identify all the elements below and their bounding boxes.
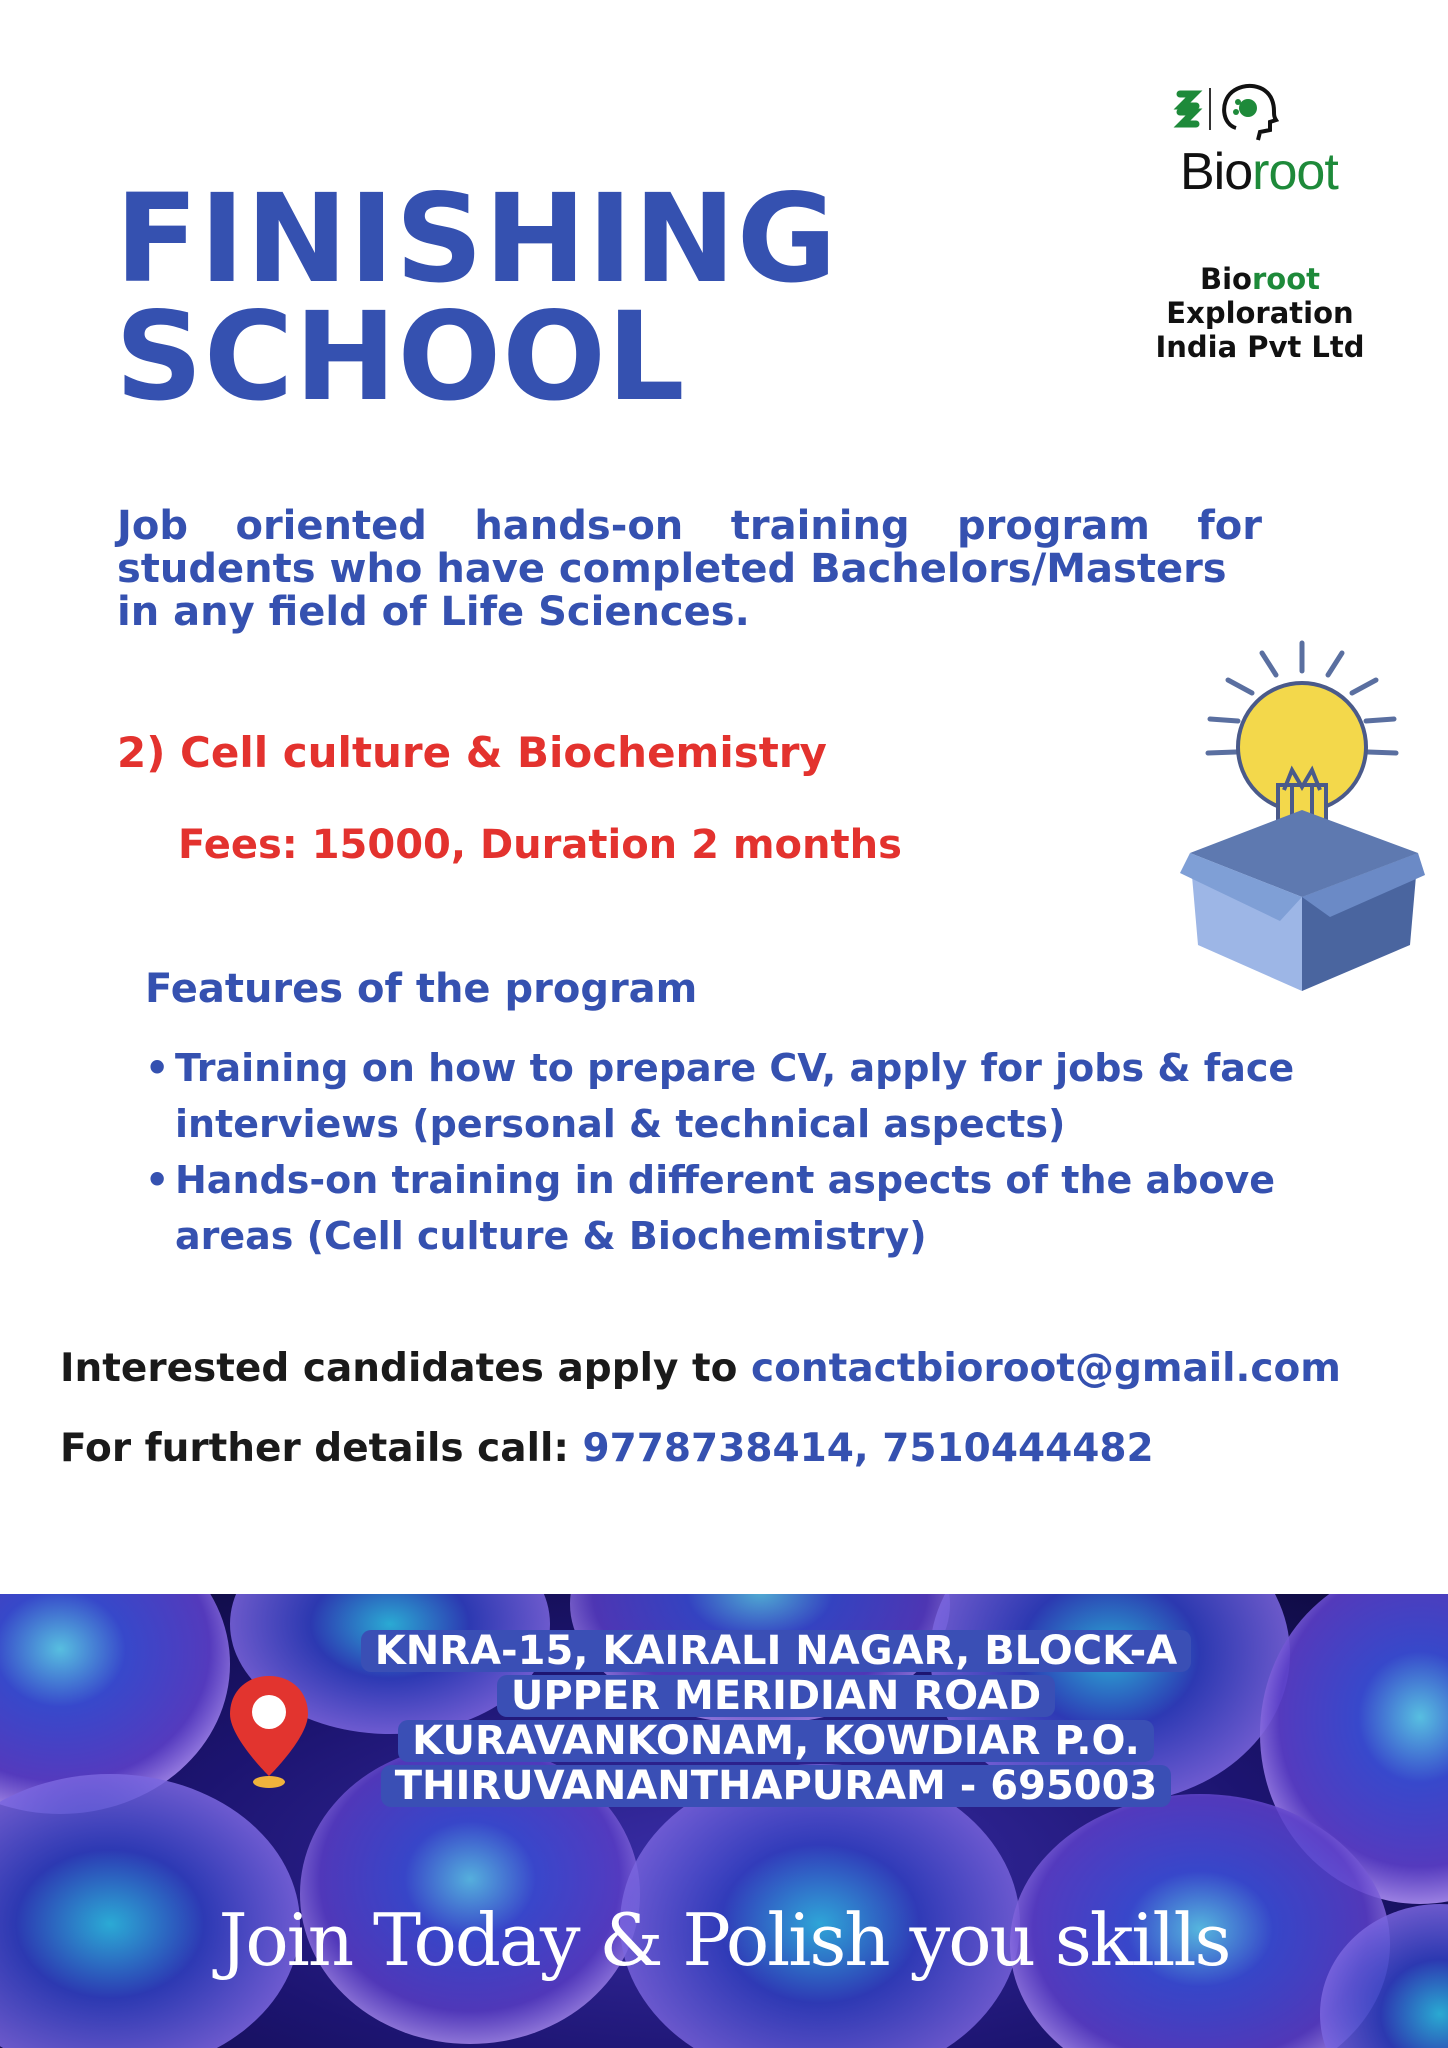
company-line-2: Exploration <box>1166 296 1354 330</box>
lightbulb-box-icon <box>1180 635 1425 995</box>
bioroot-logo-icon <box>1160 80 1370 150</box>
intro-text <box>117 505 1262 634</box>
features-heading: Features of the program <box>145 966 698 1012</box>
location-pin-icon <box>226 1672 312 1792</box>
company-root: root <box>1251 262 1320 296</box>
logo-word-bio: Bio <box>1180 143 1253 201</box>
logo-wordmark <box>1180 142 1338 202</box>
course-title: 2) Cell culture & Biochemistry <box>117 728 827 777</box>
intro-line-3: in any field of Life Sciences. <box>117 589 750 635</box>
intro-line-1: Job oriented hands-on training program for <box>117 503 1262 549</box>
intro-line-2: students who have completed Bachelors/Masters <box>117 546 1227 592</box>
company-line-1 <box>1120 262 1400 296</box>
page-title <box>115 168 975 428</box>
apply-line <box>60 1346 1341 1391</box>
list-item: • Training on how to prepare CV, apply for jobs & face interviews (personal & technical aspects) <box>175 1040 1335 1152</box>
apply-label: Interested candidates apply to <box>60 1346 751 1391</box>
email-link[interactable]: contactbioroot@gmail.com <box>751 1346 1341 1391</box>
course-fees: Fees: 15000, Duration 2 months <box>178 822 902 868</box>
call-line <box>60 1426 1154 1471</box>
address-line: KURAVANKONAM, KOWDIAR P.O. <box>398 1720 1154 1762</box>
bioroot-logo <box>1160 80 1370 210</box>
features-list <box>140 1040 1335 1264</box>
company-line-3: India Pvt Ltd <box>1155 330 1365 364</box>
logo-word-root: root <box>1252 143 1338 201</box>
company-bio: Bio <box>1200 262 1252 296</box>
address-block <box>336 1630 1216 1810</box>
title-line-2: SCHOOL <box>115 286 686 428</box>
title-line-1: FINISHING <box>115 168 838 310</box>
list-item: • Hands-on training in different aspects of the above areas (Cell culture & Biochemistry) <box>175 1152 1335 1264</box>
phone-numbers[interactable]: 9778738414, 7510444482 <box>582 1426 1154 1471</box>
tagline: Join Today & Polish you skills <box>218 1898 1230 1982</box>
company-name <box>1120 262 1400 364</box>
address-line: KNRA-15, KAIRALI NAGAR, BLOCK-A <box>361 1630 1191 1672</box>
call-label: For further details call: <box>60 1426 583 1471</box>
address-line: THIRUVANANTHAPURAM - 695003 <box>381 1765 1172 1807</box>
address-line: UPPER MERIDIAN ROAD <box>497 1675 1055 1717</box>
